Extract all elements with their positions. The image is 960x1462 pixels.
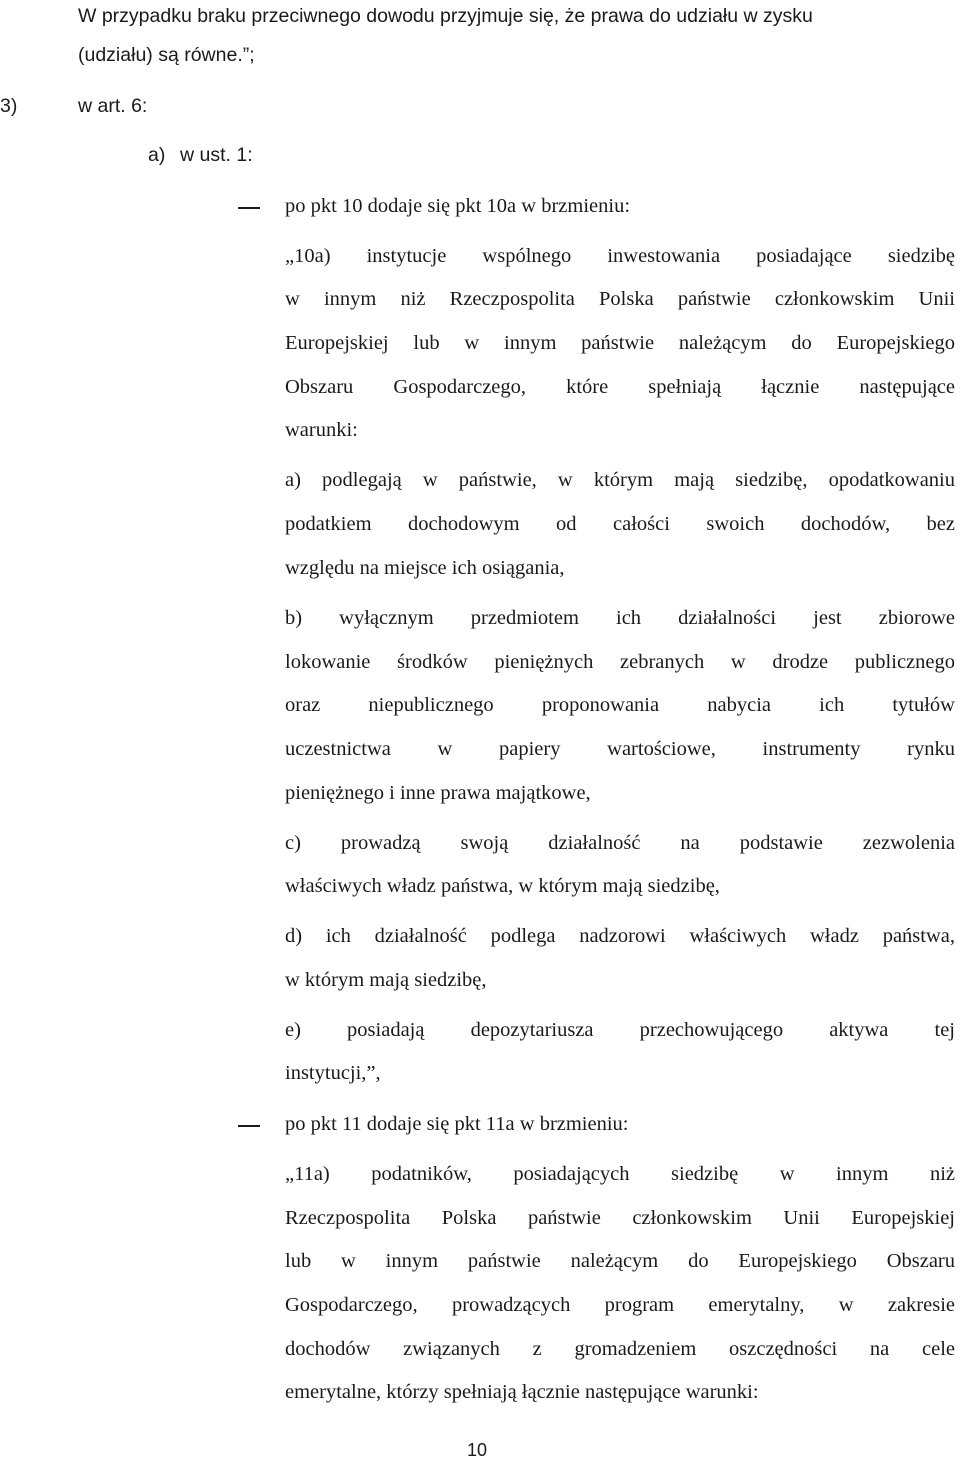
quote-line: lub w innym państwie należącym do Europejskiego Obszaru — [285, 1250, 955, 1272]
quote-line: Gospodarczego, prowadzących program emerytalny, w zakresie — [285, 1294, 955, 1316]
condition-line: a) podlegają w państwie, w którym mają siedzibę, opodatkowaniu — [285, 469, 955, 491]
paragraph-line: W przypadku braku przeciwnego dowodu przyjmuje się, że prawa do udziału w zysku — [78, 5, 813, 27]
quote-line: Rzeczpospolita Polska państwie członkowskim Unii Europejskiej — [285, 1207, 955, 1229]
page-number: 10 — [467, 1440, 488, 1460]
quote-line: w innym niż Rzeczpospolita Polska państwie członkowskim Unii — [285, 288, 955, 310]
amendment-intro: po pkt 11 dodaje się pkt 11a w brzmieniu: — [285, 1113, 629, 1135]
quote-line: emerytalne, którzy spełniają łącznie następujące warunki: — [285, 1381, 759, 1403]
quote-line: warunki: — [285, 419, 358, 441]
list-item-text: w art. 6: — [78, 95, 148, 117]
condition-line: podatkiem dochodowym od całości swoich dochodów, bez — [285, 513, 955, 535]
paragraph-line: (udziału) są równe.”; — [78, 44, 255, 66]
condition-line: pieniężnego i inne prawa majątkowe, — [285, 782, 591, 804]
quote-line: dochodów związanych z gromadzeniem oszczędności na cele — [285, 1338, 955, 1360]
condition-line: oraz niepublicznego proponowania nabycia ich tytułów — [285, 694, 955, 716]
quote-line: „10a) instytucje wspólnego inwestowania posiadające siedzibę — [285, 245, 955, 267]
condition-line: uczestnictwa w papiery wartościowe, instrumenty rynku — [285, 738, 955, 760]
amendment-intro: po pkt 10 dodaje się pkt 10a w brzmieniu: — [285, 195, 631, 217]
list-number: 3) — [0, 95, 18, 117]
condition-line: w którym mają siedzibę, — [285, 969, 487, 991]
condition-line: b) wyłącznym przedmiotem ich działalności jest zbiorowe — [285, 607, 955, 629]
condition-line: lokowanie środków pieniężnych zebranych w drodze publicznego — [285, 651, 955, 673]
dash-bullet — [238, 207, 260, 209]
dash-bullet — [238, 1125, 260, 1127]
condition-line: d) ich działalność podlega nadzorowi właściwych władz państwa, — [285, 925, 955, 947]
quote-line: Obszaru Gospodarczego, które spełniają łącznie następujące — [285, 376, 955, 398]
sub-item-text: w ust. 1: — [180, 144, 253, 166]
sub-item-letter: a) — [148, 144, 166, 166]
quote-line: „11a) podatników, posiadających siedzibę w innym niż — [285, 1163, 955, 1185]
condition-line: instytucji,”, — [285, 1062, 381, 1084]
condition-line: właściwych władz państwa, w którym mają siedzibę, — [285, 875, 720, 897]
condition-line: względu na miejsce ich osiągania, — [285, 557, 565, 579]
quote-line: Europejskiej lub w innym państwie należącym do Europejskiego — [285, 332, 955, 354]
condition-line: e) posiadają depozytariusza przechowującego aktywa tej — [285, 1019, 955, 1041]
condition-line: c) prowadzą swoją działalność na podstawie zezwolenia — [285, 832, 955, 854]
